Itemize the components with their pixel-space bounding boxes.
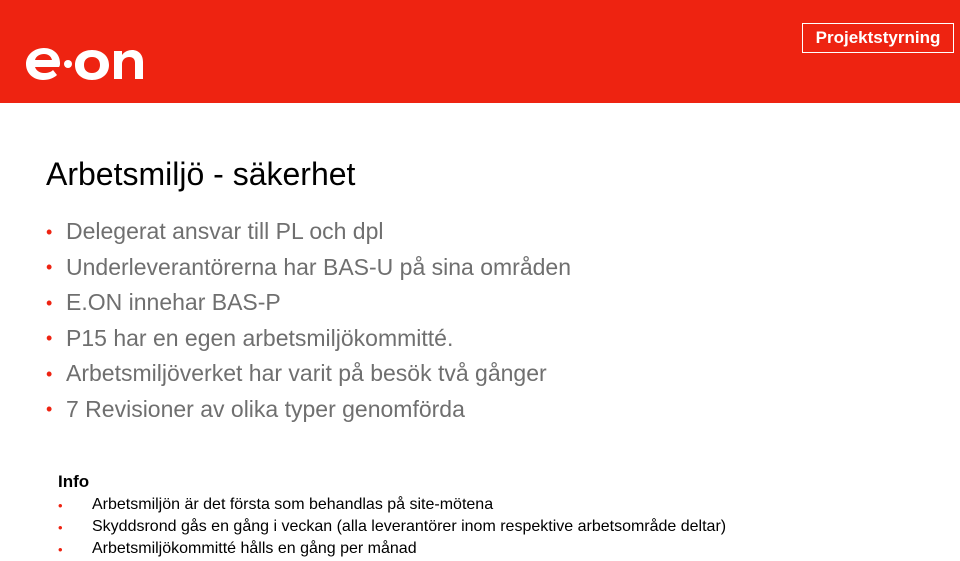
bullet-icon: • [58,497,63,513]
bullet-item [46,285,571,321]
bullet-icon: • [46,328,53,349]
bullet-item [46,321,571,357]
info-text: Arbetsmiljökommitté hålls en gång per månad [92,540,417,557]
bullet-item [46,250,571,286]
eon-logo [22,42,152,82]
bullet-item [46,356,571,392]
info-item [58,538,726,560]
bullet-icon: • [58,519,63,535]
header-bar [0,0,960,103]
bullet-text: 7 Revisioner av olika typer genomförda [66,395,465,422]
bullet-text: Underleverantörerna har BAS-U på sina områden [66,253,571,280]
bullet-icon: • [58,541,63,557]
slide-title: Arbetsmiljö - säkerhet [46,156,356,192]
bullet-text: Delegerat ansvar till PL och dpl [66,218,384,245]
bullet-text: E.ON innehar BAS-P [66,289,281,316]
info-item [58,516,726,538]
info-text: Skyddsrond gås en gång i veckan (alla leverantörer inom respektive arbetsområde deltar) [92,518,727,535]
bullet-item [46,214,571,250]
info-list [58,494,726,560]
bullet-icon: • [46,292,53,313]
info-text: Arbetsmiljön är det första som behandlas på site-mötena [92,496,494,513]
bullet-icon: • [46,363,53,384]
bullet-text: Arbetsmiljöverket har varit på besök två gånger [66,360,547,387]
bullet-text: P15 har en egen arbetsmiljökommitté. [66,324,454,351]
bullet-item [46,392,571,428]
info-title: Info [58,472,90,491]
main-bullet-list [46,214,571,427]
bullet-icon: • [46,399,53,420]
section-tag: Projektstyrning [802,23,954,53]
bullet-icon: • [46,221,53,242]
info-item [58,494,726,516]
info-box [58,470,726,560]
bullet-icon: • [46,257,53,278]
